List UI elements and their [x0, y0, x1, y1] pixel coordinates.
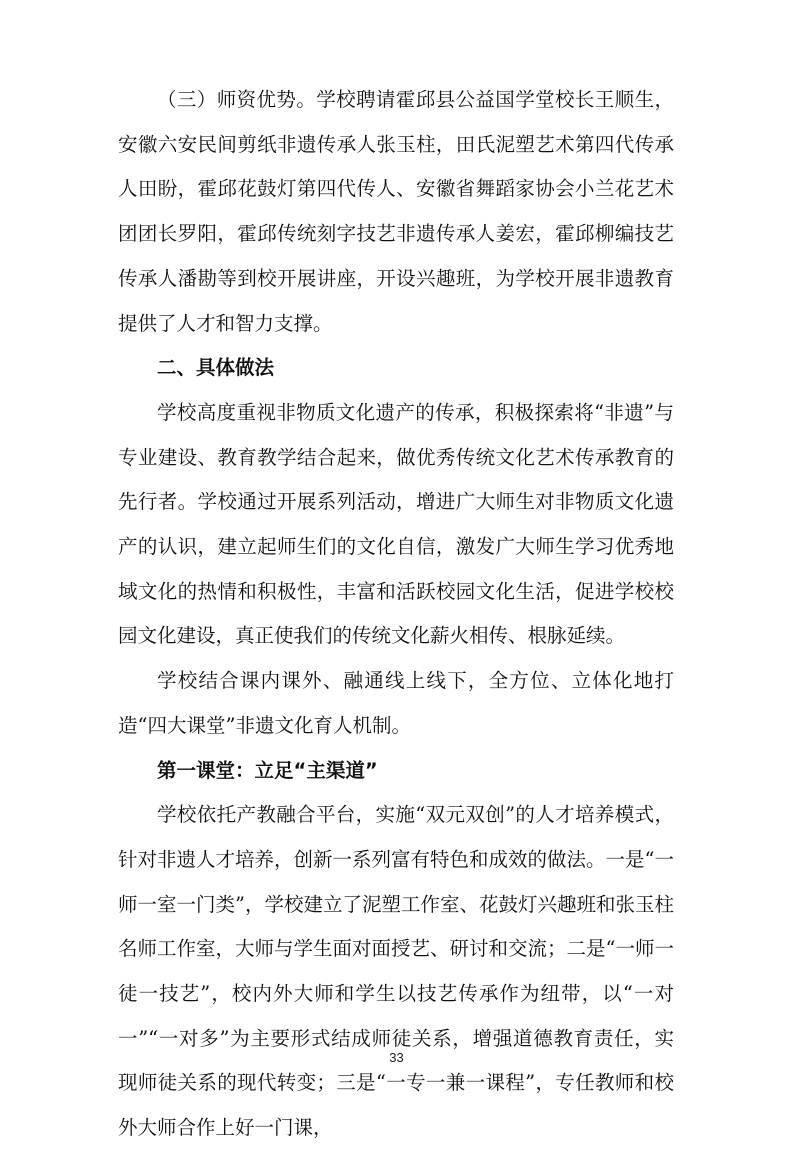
paragraph-first-classroom: 学校依托产教融合平台，实施“双元双创”的人才培养模式，针对非遗人才培养，创新一系列富有特色和成效的做法。一是“一师一室一门类”，学校建立了泥塑工作室、花鼓灯兴趣班和张玉柱名师工作室，大师与学生面对面授艺、研讨和交流；二是“一师一徒一技艺”，校内外大师和学生以技艺传承作为纽带，以“一对一”“一对多”为主要形式结成师徒关系，增强道德教育责任，实现师徒关系的现代转变；三是“一专一兼一课程”，专任教师和校外大师合作上好一门课，: [118, 803, 674, 1140]
page-number: 33: [389, 1050, 404, 1065]
paragraph-four-classrooms: 学校结合课内课外、融通线上线下，全方位、立体化地打造“四大课堂”非遗文化育人机制。: [118, 669, 674, 737]
paragraph-overview: 学校高度重视非物质文化遗产的传承，积极探索将“非遗”与专业建设、教育教学结合起来，做优秀传统文化艺术传承教育的先行者。学校通过开展系列活动，增进广大师生对非物质文化遗产的认识，建立起师生们的文化自信，激发广大师生学习优秀地域文化的热情和积极性，丰富和活跃校园文化生活，促进学校校园文化建设，真正使我们的传统文化薪火相传、根脉延续。: [118, 400, 674, 648]
document-body: [118, 78, 674, 1151]
section-heading-specific-practices: 二、具体做法: [157, 356, 275, 380]
paragraph-teacher-advantages: （三）师资优势。学校聘请霍邱县公益国学堂校长王顺生，安徽六安民间剪纸非遗传承人张玉柱，田氏泥塑艺术第四代传承人田盼，霍邱花鼓灯第四代传人、安徽省舞蹈家协会小兰花艺术团团长罗阳，霍邱传统刻字技艺非遗传承人姜宏，霍邱柳编技艺传承人潘勘等到校开展讲座，开设兴趣班，为学校开展非遗教育提供了人才和智力支撑。: [118, 88, 674, 335]
subheading-first-classroom: 第一课堂：立足“主渠道”: [157, 758, 378, 782]
